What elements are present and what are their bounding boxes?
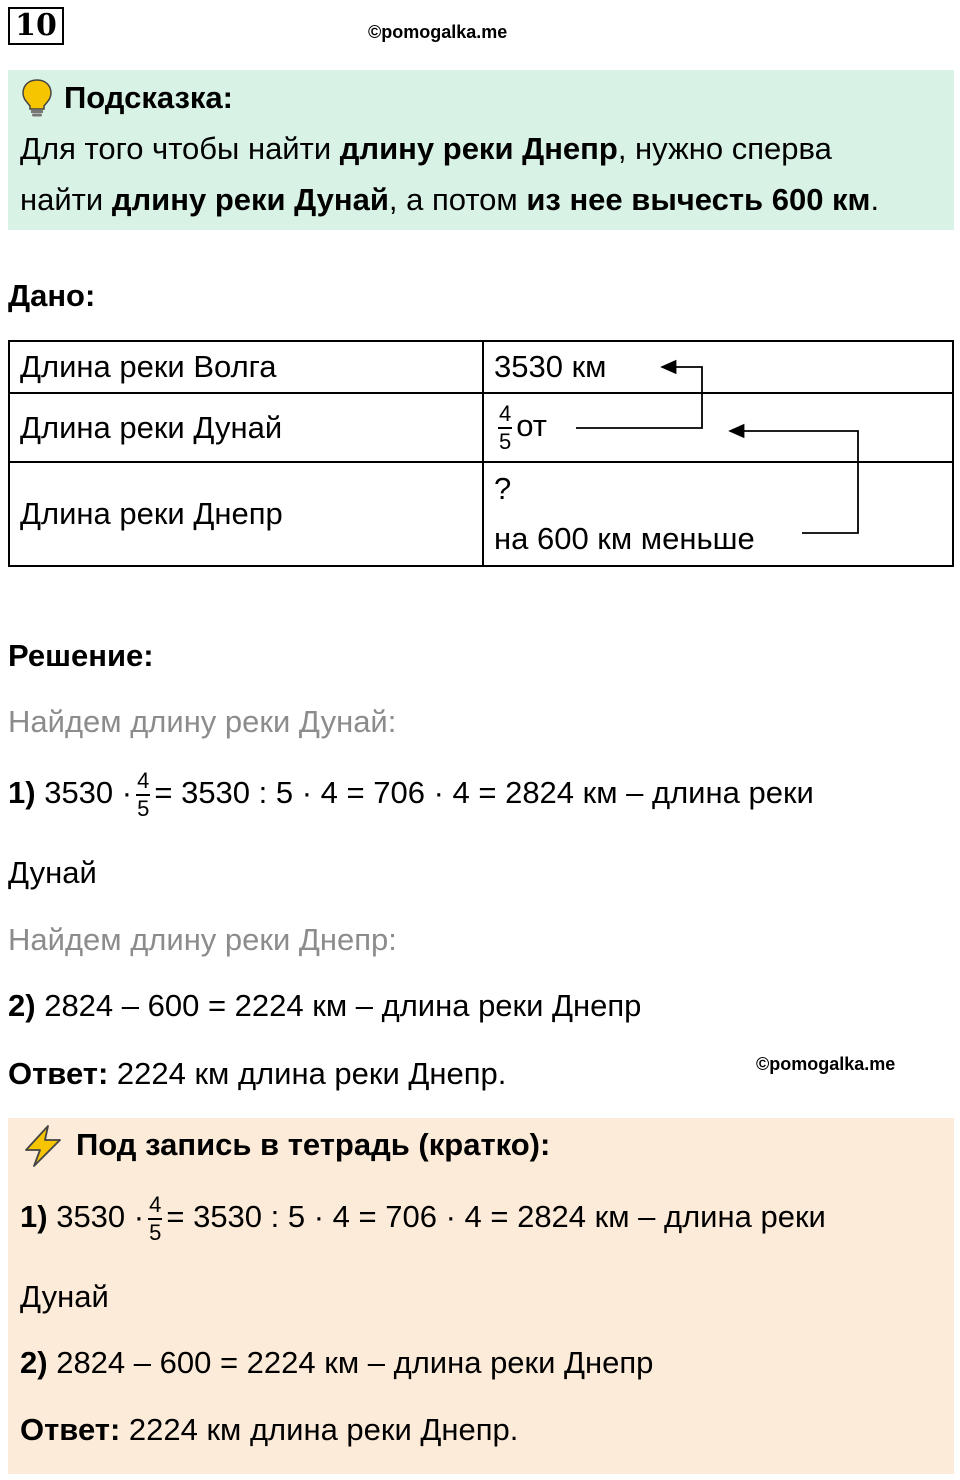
hint-line-1: Для того чтобы найти длину реки Днепр, нужно сперва — [20, 131, 832, 166]
hint-title: Подсказка: — [64, 80, 233, 115]
given-title: Дано: — [8, 278, 96, 313]
step2-intro: Найдем длину реки Днепр: — [8, 922, 397, 957]
lightning-icon — [20, 1124, 66, 1173]
answer: Ответ: 2224 км длина реки Днепр. — [8, 1056, 507, 1091]
solution-title: Решение: — [8, 638, 154, 673]
step1: 1) 3530 · $\frac{4}{5}$ = 3530 : 5 · 4 = 706 · 4 = 2824 км – длина реки — [8, 768, 814, 821]
hint-line-2: найти длину реки Дунай, а потом из нее вычесть 600 км. — [20, 182, 880, 217]
notebook-step2: 2) 2824 – 600 = 2224 км – длина реки Днепр — [20, 1345, 654, 1380]
given-value: $\frac{4}{5}$ от — [483, 393, 953, 462]
given-label: Длина реки Днепр — [9, 462, 483, 566]
given-value: ? на 600 км меньше — [483, 462, 953, 566]
step1-continuation: Дунай — [8, 855, 97, 890]
step1-intro: Найдем длину реки Дунай: — [8, 704, 397, 739]
step2: 2) 2824 – 600 = 2224 км – длина реки Днепр — [8, 988, 642, 1023]
fraction: $\frac{4}{5}$ — [499, 400, 512, 454]
fraction: $\frac{4}{5}$ — [149, 1192, 162, 1245]
notebook-step1-continuation: Дунай — [20, 1279, 109, 1314]
given-label: Длина реки Волга — [9, 341, 483, 393]
relation-arrows — [0, 0, 960, 600]
task-number: 10 — [8, 7, 64, 45]
given-value: 3530 км — [483, 341, 953, 393]
watermark-top: ©pomogalka.me — [368, 22, 508, 42]
notebook-step1: 1) 3530 · $\frac{4}{5}$ = 3530 : 5 · 4 = 706 · 4 = 2824 км – длина реки — [20, 1192, 826, 1245]
arrow-dnieper-to-danube — [730, 431, 858, 533]
notebook-answer: Ответ: 2224 км длина реки Днепр. — [20, 1412, 519, 1447]
notebook-title: Под запись в тетрадь (кратко): — [76, 1127, 551, 1162]
given-label: Длина реки Дунай — [9, 393, 483, 462]
watermark-bottom: ©pomogalka.me — [756, 1054, 896, 1074]
fraction: $\frac{4}{5}$ — [137, 768, 150, 821]
arrow-danube-to-volga — [576, 367, 702, 428]
